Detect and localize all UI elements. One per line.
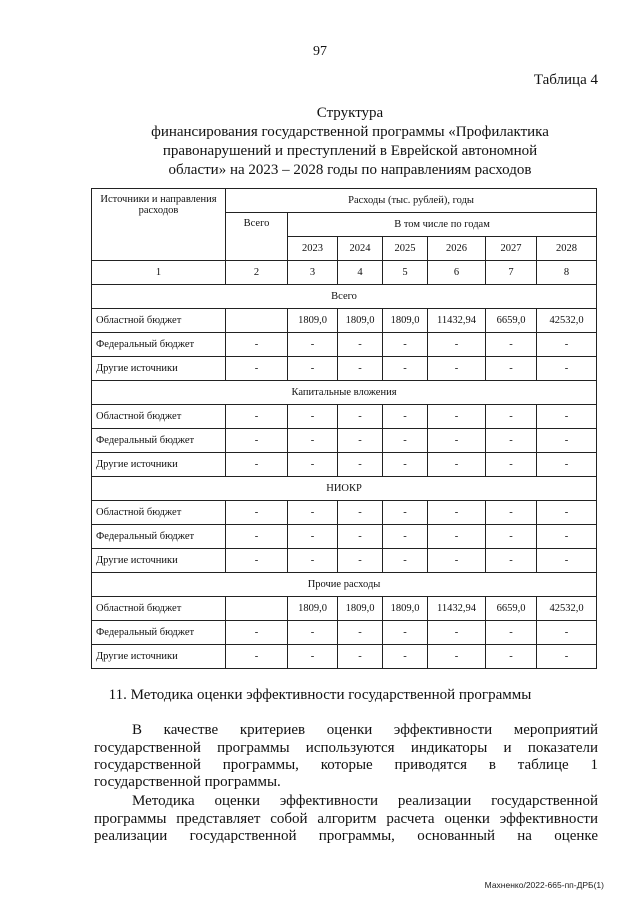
table-cell: -: [383, 405, 428, 429]
section-row: [92, 573, 597, 597]
table-cell: -: [383, 645, 428, 669]
row-label: Областной бюджет: [92, 597, 226, 621]
row-label: Другие источники: [92, 357, 226, 381]
row-label: Другие источники: [92, 645, 226, 669]
header-expenses: Расходы (тыс. рублей), годы: [226, 189, 597, 213]
table-cell: -: [288, 357, 338, 381]
table-cell: -: [428, 621, 486, 645]
table-cell: -: [428, 405, 486, 429]
table-cell: -: [537, 525, 597, 549]
table-cell: -: [383, 333, 428, 357]
row-label: Областной бюджет: [92, 309, 226, 333]
header-year: 2026: [428, 237, 486, 261]
paragraph-methodology: Методика оценки эффективности реализации государственной программы представляет собой алгоритм расчета оценки эффективности реализации государственной программы, основанный на оценке: [94, 793, 598, 844]
table-cell: [226, 309, 288, 333]
header-sources: Источники и направления расходов: [92, 189, 226, 261]
table-cell: 11432,94: [428, 309, 486, 333]
section-title: Капитальные вложения: [92, 381, 597, 405]
row-label: Федеральный бюджет: [92, 525, 226, 549]
table-cell: [226, 597, 288, 621]
header-row: [92, 189, 597, 213]
table-cell: -: [428, 549, 486, 573]
title-line: правонарушений и преступлений в Еврейской автономной: [162, 143, 538, 159]
table-row: [92, 405, 597, 429]
table-cell: -: [428, 357, 486, 381]
table-cell: -: [383, 621, 428, 645]
table-cell: 6659,0: [486, 597, 537, 621]
table-cell: -: [226, 549, 288, 573]
table-cell: -: [288, 621, 338, 645]
title-line: области» на 2023 – 2028 годы по направлениям расходов: [168, 162, 532, 178]
table-cell: -: [486, 333, 537, 357]
table-cell: -: [486, 525, 537, 549]
header-total: Всего: [226, 213, 288, 261]
table-row: [92, 525, 597, 549]
table-cell: -: [338, 621, 383, 645]
column-number: 5: [383, 261, 428, 285]
table-cell: -: [288, 645, 338, 669]
table-cell: -: [537, 405, 597, 429]
section-title: Прочие расходы: [92, 573, 597, 597]
table-cell: -: [486, 405, 537, 429]
section-title: Всего: [92, 285, 597, 309]
column-number: 3: [288, 261, 338, 285]
table-cell: -: [537, 645, 597, 669]
table-cell: -: [537, 501, 597, 525]
table-cell: -: [288, 333, 338, 357]
table-cell: 1809,0: [338, 597, 383, 621]
column-number: 4: [338, 261, 383, 285]
financing-table: [91, 188, 597, 669]
table-cell: -: [338, 525, 383, 549]
row-label: Федеральный бюджет: [92, 333, 226, 357]
column-number: 8: [537, 261, 597, 285]
table-cell: -: [226, 429, 288, 453]
header-year: 2025: [383, 237, 428, 261]
financing-table-body: [92, 189, 597, 669]
table-cell: -: [338, 405, 383, 429]
table-cell: -: [338, 501, 383, 525]
table-cell: 1809,0: [288, 309, 338, 333]
row-label: Другие источники: [92, 453, 226, 477]
title-line: финансирования государственной программы «Профилактика: [151, 124, 549, 140]
table-cell: -: [226, 501, 288, 525]
table-cell: -: [537, 357, 597, 381]
table-cell: 6659,0: [486, 309, 537, 333]
section-row: [92, 381, 597, 405]
table-row: [92, 621, 597, 645]
table-cell: -: [226, 405, 288, 429]
table-cell: -: [428, 501, 486, 525]
table-row: [92, 453, 597, 477]
table-cell: -: [338, 429, 383, 453]
table-row: [92, 549, 597, 573]
section-row: [92, 477, 597, 501]
table-cell: 42532,0: [537, 597, 597, 621]
section-title: НИОКР: [92, 477, 597, 501]
table-cell: -: [486, 621, 537, 645]
header-year: 2024: [338, 237, 383, 261]
table-cell: -: [288, 501, 338, 525]
table-cell: -: [338, 333, 383, 357]
column-numbers-row: [92, 261, 597, 285]
table-cell: 42532,0: [537, 309, 597, 333]
header-year: 2027: [486, 237, 537, 261]
column-number: 6: [428, 261, 486, 285]
header-year: 2028: [537, 237, 597, 261]
table-cell: -: [226, 525, 288, 549]
table-cell: -: [288, 525, 338, 549]
column-number: 2: [226, 261, 288, 285]
table-cell: -: [383, 357, 428, 381]
table-cell: -: [288, 549, 338, 573]
table-cell: -: [288, 405, 338, 429]
table-cell: -: [226, 621, 288, 645]
table-cell: -: [338, 549, 383, 573]
table-cell: -: [288, 453, 338, 477]
section-row: [92, 285, 597, 309]
footer-reference: Махненко/2022-665-пп-ДРБ(1): [484, 880, 604, 890]
table-cell: -: [226, 645, 288, 669]
table-row: [92, 645, 597, 669]
table-cell: -: [383, 453, 428, 477]
table-cell: -: [226, 333, 288, 357]
row-label: Областной бюджет: [92, 405, 226, 429]
table-cell: -: [338, 645, 383, 669]
table-cell: -: [537, 429, 597, 453]
table-cell: -: [486, 453, 537, 477]
table-cell: -: [428, 453, 486, 477]
table-cell: -: [383, 525, 428, 549]
row-label: Другие источники: [92, 549, 226, 573]
table-cell: -: [428, 645, 486, 669]
column-number: 7: [486, 261, 537, 285]
header-year: 2023: [288, 237, 338, 261]
document-title: [110, 104, 590, 180]
table-cell: -: [537, 453, 597, 477]
title-line: Структура: [316, 105, 384, 121]
section-heading: 11. Методика оценки эффективности государственной программы: [108, 687, 532, 703]
table-cell: -: [486, 549, 537, 573]
table-cell: -: [338, 453, 383, 477]
table-cell: -: [486, 429, 537, 453]
table-cell: -: [537, 333, 597, 357]
table-cell: -: [226, 453, 288, 477]
table-cell: 11432,94: [428, 597, 486, 621]
table-cell: 1809,0: [338, 309, 383, 333]
table-row: [92, 429, 597, 453]
table-cell: -: [486, 501, 537, 525]
table-cell: 1809,0: [288, 597, 338, 621]
paragraph-criteria: В качестве критериев оценки эффективности мероприятий государственной программы используются индикаторы и показатели государственной программы, которые приводятся в таблице 1: [94, 722, 598, 773]
table-row: [92, 357, 597, 381]
table-label: Таблица 4: [533, 72, 598, 88]
table-cell: -: [338, 357, 383, 381]
table-cell: -: [383, 501, 428, 525]
table-cell: -: [486, 357, 537, 381]
page-number: 97: [313, 44, 327, 59]
table-row: [92, 501, 597, 525]
table-cell: -: [537, 549, 597, 573]
table-cell: -: [486, 645, 537, 669]
table-row: [92, 309, 597, 333]
table-cell: -: [428, 333, 486, 357]
table-row: [92, 597, 597, 621]
table-cell: -: [383, 549, 428, 573]
column-number: 1: [92, 261, 226, 285]
table-cell: -: [428, 525, 486, 549]
paragraph-criteria-end: государственной программы.: [94, 774, 281, 790]
table-cell: -: [383, 429, 428, 453]
header-by-years: В том числе по годам: [288, 213, 597, 237]
table-row: [92, 333, 597, 357]
table-cell: 1809,0: [383, 597, 428, 621]
row-label: Федеральный бюджет: [92, 621, 226, 645]
table-cell: -: [537, 621, 597, 645]
row-label: Областной бюджет: [92, 501, 226, 525]
table-cell: -: [226, 357, 288, 381]
row-label: Федеральный бюджет: [92, 429, 226, 453]
table-cell: -: [288, 429, 338, 453]
table-cell: -: [428, 429, 486, 453]
table-cell: 1809,0: [383, 309, 428, 333]
